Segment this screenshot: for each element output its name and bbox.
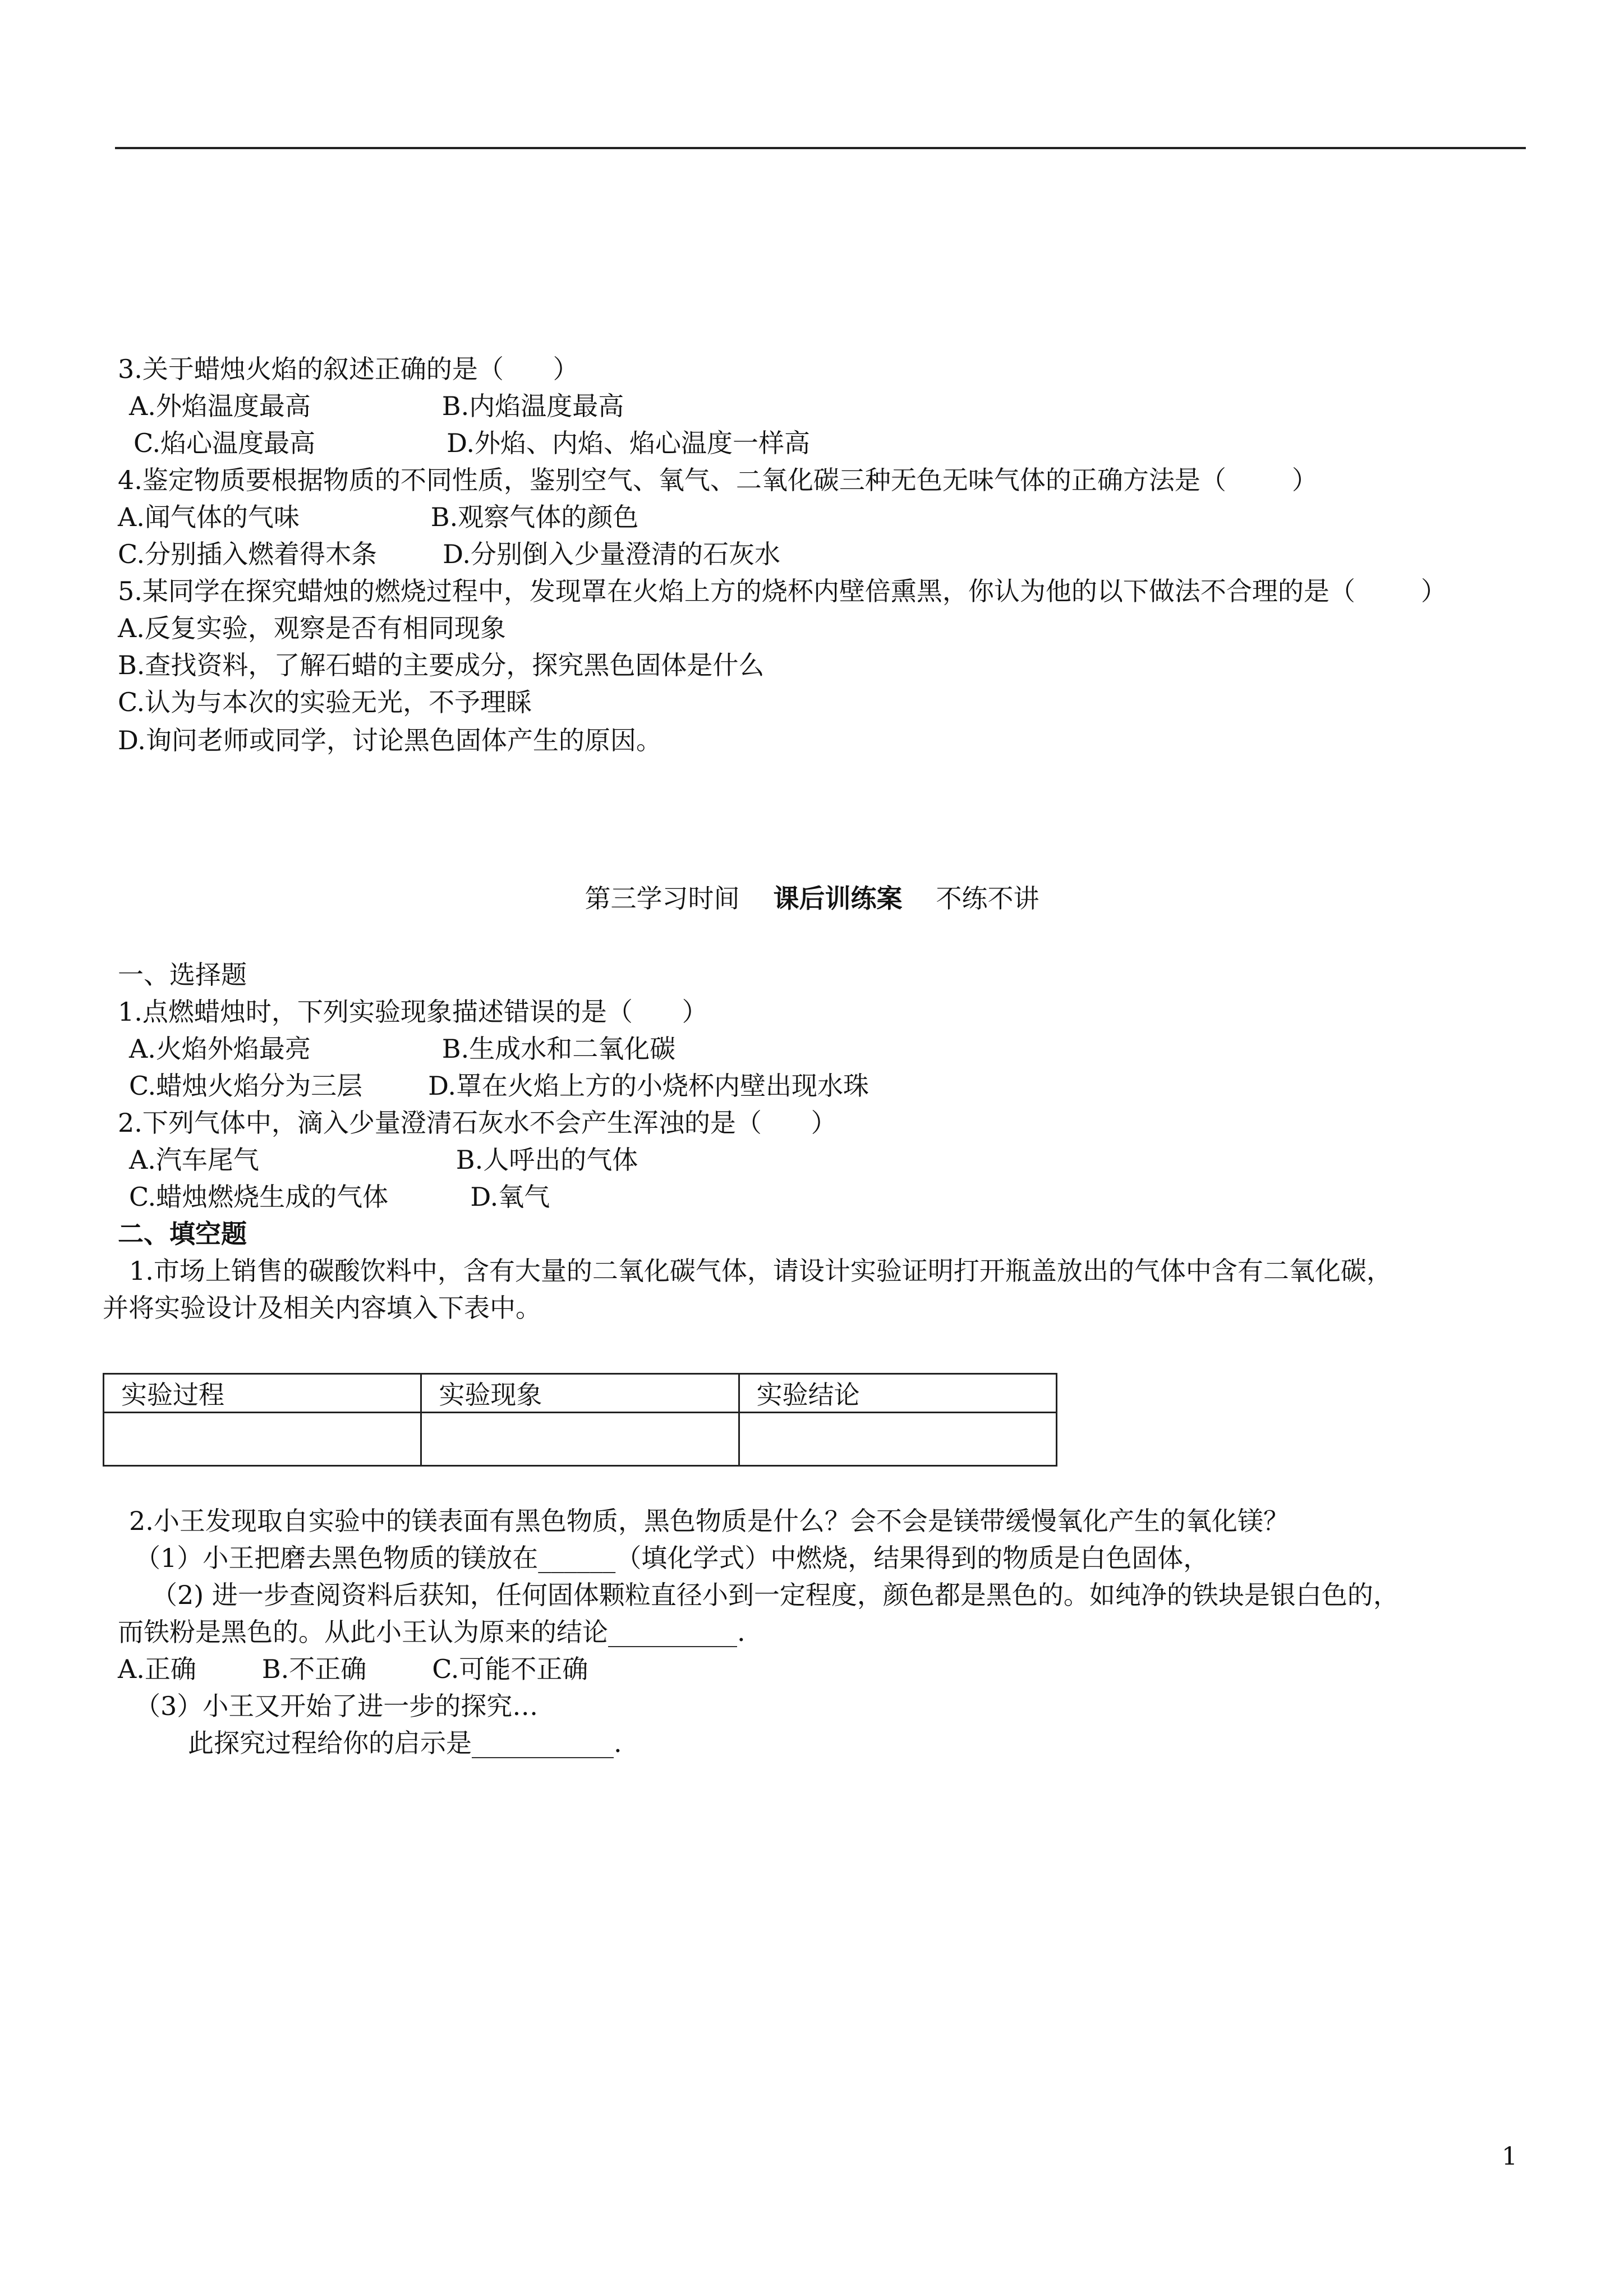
section-title-right: 不练不讲	[936, 883, 1039, 914]
choice-q1-options-ab: A.火焰外焰最亮 B.生成水和二氧化碳	[129, 1034, 676, 1064]
choice-q1-stem: 1.点燃蜡烛时，下列实验现象描述错误的是（ ）	[118, 997, 708, 1027]
section-title-middle: 课后训练案	[773, 883, 903, 914]
q5-option-a: A.反复实验，观察是否有相同现象	[118, 613, 506, 643]
table-header-row	[104, 1374, 1057, 1413]
table-cell-process[interactable]	[104, 1413, 421, 1466]
fill-q2-sub3-hint: 此探究过程给你的启示是___________.	[188, 1728, 622, 1758]
q3-options-cd: C.焰心温度最高 D.外焰、内焰、焰心温度一样高	[134, 428, 810, 458]
table-header-conclusion: 实验结论	[739, 1374, 1056, 1413]
header-rule	[115, 147, 1526, 149]
q3-stem: 3.关于蜡烛火焰的叙述正确的是（ ）	[118, 354, 579, 384]
q5-option-d: D.询问老师或同学，讨论黑色固体产生的原因。	[118, 725, 662, 755]
q4-stem: 4.鉴定物质要根据物质的不同性质，鉴别空气、氧气、二氧化碳三种无色无味气体的正确方法是（ ）	[118, 465, 1318, 495]
choice-q2-options-ab: A.汽车尾气 B.人呼出的气体	[129, 1145, 638, 1175]
table-header-process: 实验过程	[104, 1374, 421, 1413]
fill-q2-options: A.正确 B.不正确 C.可能不正确	[118, 1654, 588, 1684]
section-title	[0, 882, 1624, 915]
fill-q2-line1: 2.小王发现取自实验中的镁表面有黑色物质，黑色物质是什么？会不会是镁带缓慢氧化产生的氧化镁？	[129, 1506, 1289, 1536]
choice-q2-options-cd: C.蜡烛燃烧生成的气体 D.氧气	[129, 1182, 550, 1212]
fill-q2-sub3: （3）小王又开始了进一步的探究…	[135, 1691, 539, 1721]
fill-q2-sub1: （1）小王把磨去黑色物质的镁放在______（填化学式）中燃烧，结果得到的物质是白色固体，	[135, 1543, 1209, 1573]
fill-q1-line1: 1.市场上销售的碳酸饮料中，含有大量的二氧化碳气体，请设计实验证明打开瓶盖放出的气体中含有二氧化碳，	[129, 1256, 1392, 1286]
choice-q2-stem: 2.下列气体中，滴入少量澄清石灰水不会产生浑浊的是（ ）	[118, 1108, 837, 1138]
page-number: 1	[1502, 2142, 1517, 2171]
table-row	[104, 1413, 1057, 1466]
q3-options-ab: A.外焰温度最高 B.内焰温度最高	[129, 391, 624, 421]
table-cell-phenomenon[interactable]	[421, 1413, 739, 1466]
fill-q2-sub2-line2: 而铁粉是黑色的。从此小王认为原来的结论__________.	[118, 1617, 746, 1647]
q5-option-b: B.查找资料，了解石蜡的主要成分，探究黑色固体是什么	[118, 650, 765, 680]
fill-heading: 二、填空题	[118, 1219, 247, 1249]
q5-stem: 5.某同学在探究蜡烛的燃烧过程中，发现罩在火焰上方的烧杯内壁倍熏黑，你认为他的以下做法不合理的是（ ）	[118, 576, 1447, 606]
table-cell-conclusion[interactable]	[739, 1413, 1056, 1466]
table-header-phenomenon: 实验现象	[421, 1374, 739, 1413]
experiment-table	[103, 1373, 1057, 1467]
q4-options-cd: C.分别插入燃着得木条 D.分别倒入少量澄清的石灰水	[118, 539, 781, 569]
choice-heading: 一、选择题	[118, 960, 247, 990]
q5-option-c: C.认为与本次的实验无光，不予理睬	[118, 687, 532, 717]
fill-q2-sub2-line1: （2) 进一步查阅资料后获知，任何固体颗粒直径小到一定程度，颜色都是黑色的。如纯净的铁块是银白色的，	[151, 1580, 1399, 1610]
choice-q1-options-cd: C.蜡烛火焰分为三层 D.罩在火焰上方的小烧杯内壁出现水珠	[129, 1071, 869, 1101]
fill-q1-line2: 并将实验设计及相关内容填入下表中。	[103, 1293, 541, 1323]
q4-options-ab: A.闻气体的气味 B.观察气体的颜色	[118, 502, 639, 532]
section-title-left: 第三学习时间	[585, 883, 740, 914]
